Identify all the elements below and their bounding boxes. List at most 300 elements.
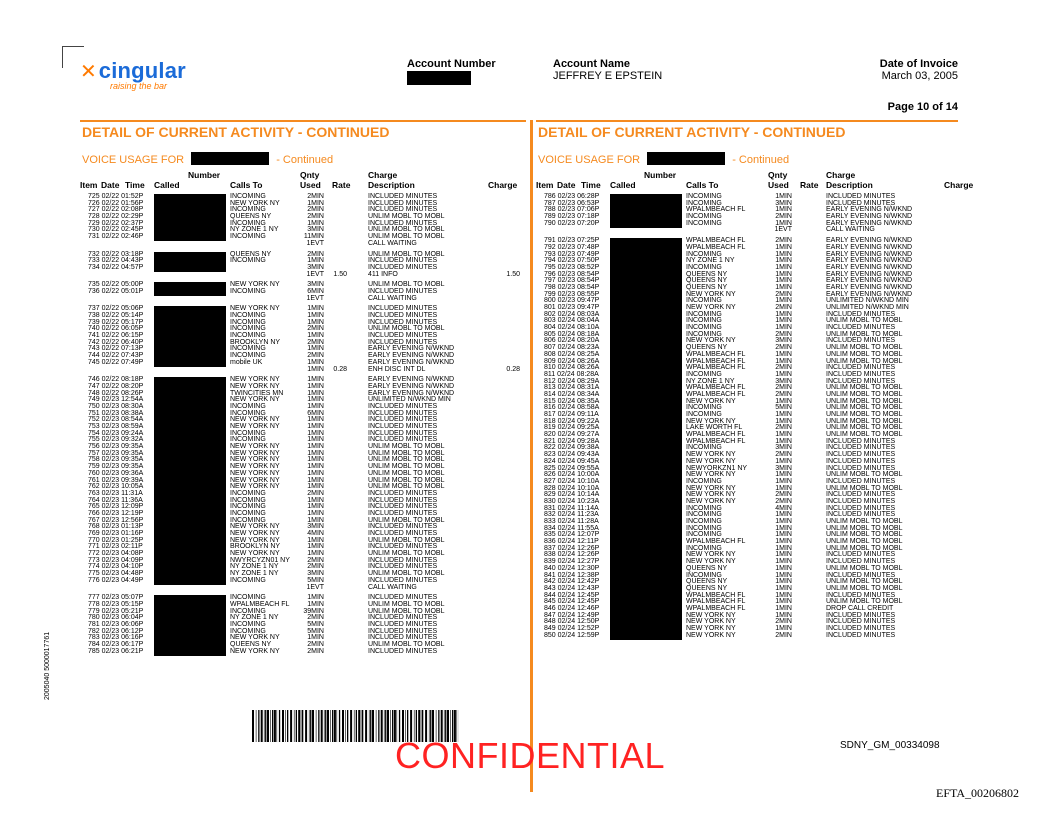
qty-used: 1MIN bbox=[775, 584, 792, 592]
qty-used: 5MIN bbox=[307, 620, 324, 628]
item-date-time: 847 02/24 12:49P bbox=[544, 611, 600, 619]
charge-description: INCLUDED MINUTES bbox=[368, 199, 438, 207]
charge-description: EARLY EVENING N/WKND bbox=[826, 219, 913, 227]
calls-to: INCOMING bbox=[686, 504, 722, 512]
calls-to: NEW YORK NY bbox=[686, 451, 736, 459]
charge-description: CALL WAITING bbox=[368, 294, 417, 302]
item-date-time: 761 02/23 09:39A bbox=[88, 476, 144, 484]
table-row bbox=[80, 635, 526, 642]
charge-description: INCLUDED MINUTES bbox=[826, 591, 896, 599]
item-date-time: 729 02/22 02:37P bbox=[88, 219, 144, 227]
calls-to: NEW YORK NY bbox=[686, 618, 736, 626]
qty-used: 1MIN bbox=[307, 312, 324, 319]
calls-to: NEW YORK NY bbox=[230, 416, 280, 424]
charge-description: UNLIM MOBL TO MOBL bbox=[826, 484, 903, 492]
charge-description: UNLIM MOBL TO MOBL bbox=[826, 350, 903, 358]
calls-to: NEW YORK NY bbox=[230, 376, 280, 384]
calls-to: NEW YORK NY bbox=[230, 476, 280, 484]
calls-to: INCOMING bbox=[686, 531, 722, 539]
calls-to: INCOMING bbox=[230, 503, 266, 511]
charge-description: INCLUDED MINUTES bbox=[368, 489, 438, 497]
item-date-time: 787 02/23 06:53P bbox=[544, 199, 600, 207]
calls-to: INCOMING bbox=[230, 489, 266, 497]
qty-used: 1MIN bbox=[307, 318, 324, 326]
item-date-time: 843 02/24 12:43P bbox=[544, 584, 600, 592]
qty-used: 1MIN bbox=[307, 376, 324, 384]
table-row bbox=[80, 484, 526, 491]
charge-description: UNLIMITED N/WKND MIN bbox=[368, 396, 451, 404]
charge-description: UNLIM MOBL TO MOBL bbox=[368, 250, 445, 258]
calls-to: WPALMBEACH FL bbox=[686, 538, 746, 546]
qty-used: 2MIN bbox=[775, 237, 792, 245]
charge-description: UNLIM MOBL TO MOBL bbox=[826, 564, 903, 572]
item-date-time: 772 02/23 04:08P bbox=[88, 550, 144, 558]
qty-used: 1MIN bbox=[307, 358, 324, 366]
item-date-time: 767 02/23 12:56P bbox=[88, 516, 144, 524]
qty-used: 1MIN bbox=[775, 206, 792, 214]
charge-description: INCLUDED MINUTES bbox=[368, 509, 438, 517]
qty-used: 1MIN bbox=[307, 443, 324, 451]
voice-usage-prefix: VOICE USAGE FOR bbox=[538, 154, 641, 166]
col-used: Used bbox=[300, 180, 321, 190]
qty-used: 1MIN bbox=[307, 389, 324, 397]
col-called: Called bbox=[610, 180, 636, 190]
table-row bbox=[80, 478, 526, 485]
charge-description: EARLY EVENING N/WKND bbox=[826, 257, 913, 265]
logo-tagline: raising the bar bbox=[110, 81, 168, 91]
qty-used: 1MIN bbox=[775, 484, 792, 492]
item-date-time: 757 02/23 09:35A bbox=[88, 449, 144, 457]
table-row bbox=[536, 599, 958, 606]
qty-used: 1MIN bbox=[775, 551, 792, 559]
charge-description: EARLY EVENING N/WKND bbox=[826, 270, 913, 278]
calls-to: NEW YORK NY bbox=[230, 423, 280, 430]
calls-to: WPALMBEACH FL bbox=[686, 591, 746, 599]
qty-used: 1MIN bbox=[775, 571, 792, 579]
qty-used: 3MIN bbox=[307, 281, 324, 289]
charge-description: UNLIMITED N/WKND MIN bbox=[826, 297, 909, 305]
item-date-time: 735 02/22 05:00P bbox=[88, 281, 144, 289]
calls-to: NWYRCYZN01 NY bbox=[230, 556, 290, 564]
item-date-time: 836 02/24 12:11P bbox=[544, 538, 599, 546]
calls-to: NEW YORK NY bbox=[686, 625, 736, 632]
qty-used: 2MIN bbox=[775, 631, 792, 639]
qty-used: 2MIN bbox=[775, 290, 792, 298]
qty-used: 2MIN bbox=[307, 325, 324, 333]
account-number-redaction bbox=[407, 71, 471, 85]
item-date-time: 740 02/22 06:05P bbox=[88, 325, 144, 333]
calls-to: NEW YORK NY bbox=[686, 304, 736, 311]
table-row bbox=[80, 272, 526, 279]
item-date-time: 794 02/23 07:50P bbox=[544, 257, 600, 265]
calls-to: INCOMING bbox=[230, 312, 266, 319]
charge-description: EARLY EVENING N/WKND bbox=[826, 237, 913, 245]
table-row bbox=[80, 629, 526, 636]
confidential-stamp: CONFIDENTIAL bbox=[395, 735, 666, 776]
col-item: Item bbox=[80, 180, 98, 190]
item-date-time: 850 02/24 12:59P bbox=[544, 631, 600, 639]
table-row bbox=[80, 346, 526, 353]
calls-to: INCOMING bbox=[686, 518, 722, 525]
item-date-time: 813 02/24 08:31A bbox=[544, 384, 600, 392]
charge-description: INCLUDED MINUTES bbox=[826, 571, 896, 579]
section-rule-left bbox=[80, 120, 526, 122]
charge-description: INCLUDED MINUTES bbox=[368, 263, 438, 271]
charge-description: INCLUDED MINUTES bbox=[826, 497, 896, 505]
col-calls-to: Calls To bbox=[686, 180, 719, 190]
calls-to: NY ZONE 1 NY bbox=[230, 563, 279, 571]
item-date-time: 737 02/22 05:06P bbox=[88, 305, 144, 313]
charge-description: INCLUDED MINUTES bbox=[368, 318, 438, 326]
qty-used: 1MIN bbox=[307, 550, 324, 558]
item-date-time: 773 02/23 04:09P bbox=[88, 556, 144, 564]
item-date-time: 799 02/23 08:55P bbox=[544, 290, 600, 298]
item-date-time: 824 02/24 09:45A bbox=[544, 457, 600, 465]
calls-to: NEW YORK NY bbox=[686, 457, 736, 465]
qty-used: 1MIN bbox=[775, 370, 792, 378]
charge-description: INCLUDED MINUTES bbox=[368, 312, 438, 319]
calls-to: INCOMING bbox=[686, 219, 722, 227]
qty-used: 3MIN bbox=[307, 263, 324, 271]
calls-to: WPALMBEACH FL bbox=[230, 600, 290, 608]
calls-to: INCOMING bbox=[230, 627, 266, 635]
qty-used: 1MIN bbox=[307, 436, 324, 444]
charge-description: INCLUDED MINUTES bbox=[368, 523, 438, 531]
item-date-time: 727 02/22 02:08P bbox=[88, 206, 144, 214]
charge-description: INCLUDED MINUTES bbox=[826, 370, 896, 378]
section-title-right: DETAIL OF CURRENT ACTIVITY - CONTINUED bbox=[538, 124, 846, 140]
calls-to: INCOMING bbox=[230, 193, 266, 200]
qty-used: 2MIN bbox=[775, 344, 792, 352]
calls-to: NEW YORK NY bbox=[686, 551, 736, 559]
charge-description: INCLUDED MINUTES bbox=[826, 310, 896, 318]
calls-to: NEW YORK NY bbox=[230, 456, 280, 464]
activity-table-right bbox=[536, 170, 974, 639]
number-called-redaction bbox=[610, 633, 682, 640]
qty-used: 1EVT bbox=[774, 226, 792, 234]
qty-used: 1MIN bbox=[775, 324, 792, 332]
item-date-time: 746 02/22 08:18P bbox=[88, 376, 144, 384]
bates-number: SDNY_GM_00334098 bbox=[840, 740, 940, 751]
charge-description: UNLIM MOBL TO MOBL bbox=[368, 516, 445, 524]
calls-to: QUEENS NY bbox=[686, 564, 728, 572]
item-date-time: 758 02/23 09:35A bbox=[88, 456, 144, 464]
charge-description: UNLIM MOBL TO MOBL bbox=[826, 330, 903, 338]
number-called-redaction bbox=[154, 649, 226, 656]
voice-usage-suffix: - Continued bbox=[732, 154, 790, 166]
charge-description: INCLUDED MINUTES bbox=[826, 364, 896, 372]
item-date-time: 803 02/24 08:04A bbox=[544, 317, 600, 325]
calls-to: INCOMING bbox=[686, 317, 722, 325]
item-date-time: 827 02/24 10:10A bbox=[544, 477, 600, 485]
calls-to: WPALMBEACH FL bbox=[686, 364, 746, 372]
account-number-block bbox=[407, 58, 496, 90]
item-date-time: 815 02/24 08:35A bbox=[544, 397, 600, 405]
qty-used: 2MIN bbox=[307, 250, 324, 258]
calls-to: NEW YORK NY bbox=[230, 382, 280, 390]
table-row bbox=[80, 411, 526, 418]
calls-to: NEW YORK NY bbox=[230, 449, 280, 457]
item-date-time: 837 02/24 12:26P bbox=[544, 544, 600, 552]
charge-description: INCLUDED MINUTES bbox=[826, 491, 896, 499]
charge-description: UNLIM MOBL TO MOBL bbox=[826, 390, 903, 398]
qty-used: 1MIN bbox=[775, 511, 792, 519]
qty-used: 1MIN bbox=[775, 611, 792, 619]
qty-used: 1MIN bbox=[307, 456, 324, 464]
calls-to: NEW YORK NY bbox=[686, 497, 736, 505]
item-date-time: 782 02/23 06:12P bbox=[88, 627, 144, 635]
calls-to: INCOMING bbox=[686, 297, 722, 305]
calls-to: NEW YORK NY bbox=[230, 281, 280, 289]
qty-used: 2MIN bbox=[775, 497, 792, 505]
col-rate: Rate bbox=[332, 180, 351, 190]
charge-description: 411 INFO bbox=[368, 270, 398, 278]
calls-to: QUEENS NY bbox=[686, 344, 728, 352]
logo-wordmark: cingular bbox=[98, 58, 186, 83]
charge-description: UNLIM MOBL TO MOBL bbox=[826, 344, 903, 352]
charge-description: UNLIM MOBL TO MOBL bbox=[826, 357, 903, 365]
charge-description: UNLIM MOBL TO MOBL bbox=[368, 456, 445, 464]
calls-to: INCOMING bbox=[230, 576, 266, 584]
qty-used: 1MIN bbox=[307, 332, 324, 340]
qty-used: 1MIN bbox=[307, 365, 324, 373]
qty-used: 1MIN bbox=[775, 538, 792, 546]
table-row bbox=[80, 384, 526, 391]
qty-used: 1MIN bbox=[307, 257, 324, 265]
qty-used: 3MIN bbox=[775, 464, 792, 472]
qty-used: 2MIN bbox=[307, 193, 324, 200]
qty-used: 1MIN bbox=[775, 578, 792, 586]
qty-used: 4MIN bbox=[307, 530, 324, 537]
calls-to: NY ZONE 1 NY bbox=[230, 570, 279, 578]
charge-description: UNLIM MOBL TO MOBL bbox=[826, 584, 903, 592]
qty-used: 2MIN bbox=[775, 618, 792, 626]
item-date-time: 753 02/23 08:59A bbox=[88, 423, 144, 430]
item-date-time: 795 02/23 08:52P bbox=[544, 263, 600, 271]
calls-to: INCOMING bbox=[230, 287, 266, 295]
calls-to: INCOMING bbox=[230, 332, 266, 340]
table-row bbox=[80, 227, 526, 234]
item-date-time: 750 02/23 08:30A bbox=[88, 402, 144, 410]
qty-used: 2MIN bbox=[775, 491, 792, 499]
calls-to: INCOMING bbox=[686, 263, 722, 271]
charge-description: INCLUDED MINUTES bbox=[368, 219, 438, 227]
qty-used: 1MIN bbox=[775, 310, 792, 318]
charge-description: INCLUDED MINUTES bbox=[368, 627, 438, 635]
qty-used: 1MIN bbox=[775, 598, 792, 606]
calls-to: INCOMING bbox=[230, 516, 266, 524]
item-date-time: 765 02/23 12:09P bbox=[88, 503, 144, 511]
calls-to: INCOMING bbox=[230, 607, 266, 615]
table-row bbox=[80, 296, 526, 303]
efta-number: EFTA_00206802 bbox=[936, 786, 1020, 800]
qty-used: 1EVT bbox=[306, 294, 324, 302]
table-row bbox=[80, 377, 526, 384]
item-date-time: 796 02/23 08:54P bbox=[544, 270, 600, 278]
qty-used: 6MIN bbox=[307, 409, 324, 417]
charge-description: INCLUDED MINUTES bbox=[368, 416, 438, 424]
charge-description: EARLY EVENING N/WKND bbox=[826, 263, 913, 271]
qty-used: 1EVT bbox=[306, 270, 324, 278]
item-date-time: 826 02/24 10:00A bbox=[544, 471, 600, 479]
charge-description: INCLUDED MINUTES bbox=[368, 620, 438, 628]
qty-used: 2MIN bbox=[307, 489, 324, 497]
item-date-time: 845 02/24 12:45P bbox=[544, 598, 600, 606]
qty-used: 1EVT bbox=[306, 583, 324, 591]
col-date: Date bbox=[557, 180, 576, 190]
calls-to: BROOKLYN NY bbox=[230, 338, 281, 346]
charge-description: UNLIM MOBL TO MOBL bbox=[368, 469, 445, 477]
qty-used: 3MIN bbox=[775, 199, 792, 207]
table-row bbox=[80, 340, 526, 347]
table-row bbox=[80, 194, 526, 201]
col-rate: Rate bbox=[800, 180, 819, 190]
table-row bbox=[80, 544, 526, 551]
table-row bbox=[80, 571, 526, 578]
page-indicator: Page 10 of 14 bbox=[887, 101, 958, 113]
calls-to: INCOMING bbox=[230, 233, 266, 241]
calls-to: NEW YORK NY bbox=[686, 558, 736, 566]
qty-used: 1MIN bbox=[775, 524, 792, 532]
calls-to: NEW YORK NY bbox=[230, 483, 280, 491]
qty-used: 1MIN bbox=[307, 476, 324, 484]
charge-description: INCLUDED MINUTES bbox=[826, 377, 896, 385]
qty-used: 2MIN bbox=[307, 206, 324, 214]
qty-used: 2MIN bbox=[775, 330, 792, 338]
item-date-time: 812 02/24 08:29A bbox=[544, 377, 600, 385]
charge-description: EARLY EVENING N/WKND bbox=[368, 352, 455, 360]
table-row bbox=[80, 437, 526, 444]
charge-description: CALL WAITING bbox=[368, 239, 417, 247]
charge-description: INCLUDED MINUTES bbox=[368, 436, 438, 444]
qty-used: 1MIN bbox=[307, 219, 324, 227]
calls-to: INCOMING bbox=[230, 345, 266, 353]
item-date-time: 731 02/22 02:46P bbox=[88, 233, 144, 241]
item-date-time: 786 02/23 06:28P bbox=[544, 193, 600, 200]
item-date-time: 828 02/24 10:10A bbox=[544, 484, 600, 492]
qty-used: 1MIN bbox=[307, 305, 324, 313]
table-row bbox=[80, 404, 526, 411]
table-row bbox=[80, 471, 526, 478]
invoice-date: March 03, 2005 bbox=[881, 70, 958, 82]
table-row bbox=[80, 558, 526, 565]
item-date-time: 785 02/23 06:21P bbox=[88, 647, 144, 655]
item-date-time: 819 02/24 09:25A bbox=[544, 424, 600, 432]
voice-usage-heading-right bbox=[538, 152, 789, 166]
table-row bbox=[80, 564, 526, 571]
qty-used: 1MIN bbox=[775, 270, 792, 278]
table-row bbox=[80, 464, 526, 471]
item-date-time: 802 02/24 08:03A bbox=[544, 310, 600, 318]
item-date-time: 818 02/24 09:22A bbox=[544, 417, 600, 425]
charge-description: UNLIM MOBL TO MOBL bbox=[826, 544, 903, 552]
calls-to: INCOMING bbox=[686, 370, 722, 378]
qty-used: 5MIN bbox=[307, 627, 324, 635]
item-date-time: 816 02/24 08:58A bbox=[544, 404, 600, 412]
calls-to: NEW YORK NY bbox=[230, 530, 280, 537]
qty-used: 1MIN bbox=[307, 516, 324, 524]
item-date-time: 745 02/22 07:49P bbox=[88, 358, 144, 366]
crop-mark-vertical bbox=[62, 46, 63, 68]
item-date-time: 797 02/23 08:54P bbox=[544, 277, 600, 285]
item-date-time: 839 02/24 12:27P bbox=[544, 558, 600, 566]
qty-used: 2MIN bbox=[307, 213, 324, 221]
charge-description: UNLIM MOBL TO MOBL bbox=[826, 384, 903, 392]
activity-table-left bbox=[80, 170, 526, 655]
charge-description: INCLUDED MINUTES bbox=[826, 618, 896, 626]
item-date-time: 756 02/23 09:35A bbox=[88, 443, 144, 451]
qty-used: 2MIN bbox=[775, 424, 792, 432]
col-charge-label: Charge bbox=[368, 170, 398, 180]
charge-description: INCLUDED MINUTES bbox=[368, 496, 438, 504]
charge-description: UNLIM MOBL TO MOBL bbox=[368, 233, 445, 241]
qty-used: 1MIN bbox=[307, 634, 324, 642]
col-calls-to: Calls To bbox=[230, 180, 263, 190]
qty-used: 3MIN bbox=[307, 523, 324, 531]
calls-to: WPALMBEACH FL bbox=[686, 206, 746, 214]
table-rows-left bbox=[80, 194, 526, 655]
voice-usage-heading-left bbox=[82, 152, 333, 166]
item-date-time: 766 02/23 12:19P bbox=[88, 509, 144, 517]
calls-to: INCOMING bbox=[230, 620, 266, 628]
qty-used: 4MIN bbox=[775, 504, 792, 512]
column-divider bbox=[530, 120, 533, 792]
qty-used: 2MIN bbox=[307, 614, 324, 622]
qty-used: 2MIN bbox=[307, 647, 324, 655]
table-row bbox=[80, 306, 526, 313]
charge-description: UNLIM MOBL TO MOBL bbox=[368, 226, 445, 234]
qty-used: 5MIN bbox=[775, 404, 792, 412]
charge-description: INCLUDED MINUTES bbox=[826, 511, 896, 519]
charge: 1.50 bbox=[506, 270, 520, 278]
item-date-time: 790 02/23 07:20P bbox=[544, 219, 600, 227]
section-rule-right bbox=[536, 120, 958, 122]
qty-used: 1MIN bbox=[307, 594, 324, 602]
qty-used: 1MIN bbox=[775, 243, 792, 251]
qty-used: 1MIN bbox=[775, 250, 792, 258]
col-description: Description bbox=[368, 180, 415, 190]
item-date-time: 755 02/23 09:32A bbox=[88, 436, 144, 444]
charge-description: UNLIM MOBL TO MOBL bbox=[826, 431, 903, 439]
table-row bbox=[80, 457, 526, 464]
item-date-time: 777 02/23 05:07P bbox=[88, 594, 144, 602]
charge-description: EARLY EVENING N/WKND bbox=[826, 206, 913, 214]
calls-to: QUEENS NY bbox=[230, 641, 272, 648]
item-date-time: 728 02/22 02:29P bbox=[88, 213, 144, 221]
item-date-time: 805 02/24 08:18A bbox=[544, 330, 600, 338]
calls-to: QUEENS NY bbox=[686, 584, 728, 592]
qty-used: 1MIN bbox=[307, 463, 324, 471]
item-date-time: 744 02/22 07:43P bbox=[88, 352, 144, 360]
charge-description: INCLUDED MINUTES bbox=[826, 477, 896, 485]
charge-description: UNLIM MOBL TO MOBL bbox=[826, 518, 903, 525]
item-date-time: 743 02/22 07:13P bbox=[88, 345, 144, 353]
charge-description: INCLUDED MINUTES bbox=[826, 625, 896, 632]
col-description: Description bbox=[826, 180, 873, 190]
charge-description: UNLIM MOBL TO MOBL bbox=[826, 524, 903, 532]
qty-used: 1MIN bbox=[775, 518, 792, 525]
item-date-time: 730 02/22 02:45P bbox=[88, 226, 144, 234]
charge-description: UNLIM MOBL TO MOBL bbox=[368, 325, 445, 333]
charge-description: UNLIM MOBL TO MOBL bbox=[368, 476, 445, 484]
qty-used: 1MIN bbox=[775, 297, 792, 305]
qty-used: 1EVT bbox=[306, 239, 324, 247]
table-row bbox=[80, 642, 526, 649]
charge-description: EARLY EVENING N/WKND bbox=[826, 243, 913, 251]
charge-description: ENH DISC INT DL bbox=[368, 365, 426, 373]
item-date-time: 763 02/23 11:31A bbox=[88, 489, 143, 497]
calls-to: NEW YORK NY bbox=[686, 290, 736, 298]
